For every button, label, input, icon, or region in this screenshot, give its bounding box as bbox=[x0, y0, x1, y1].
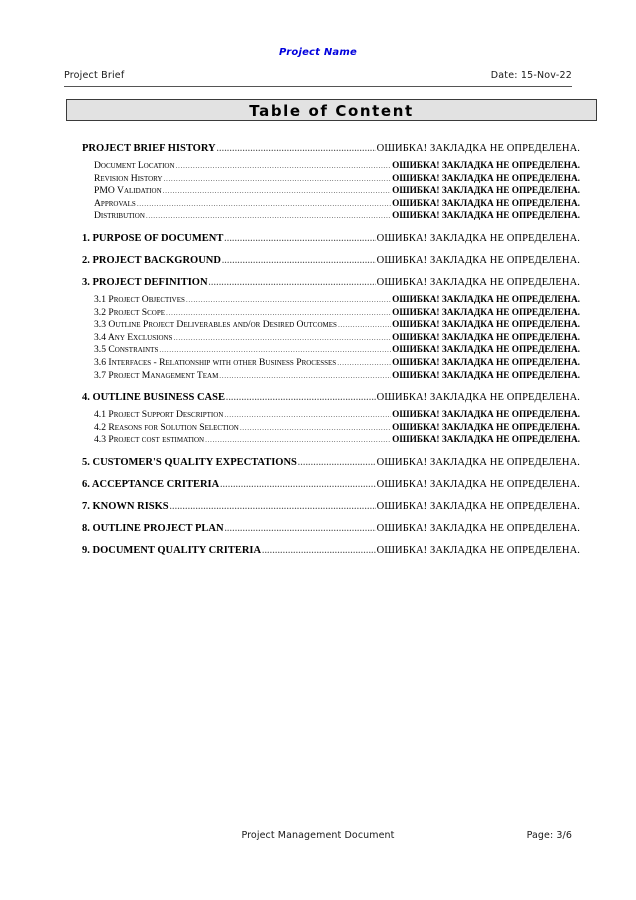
toc-entry-level1[interactable] bbox=[0, 478, 636, 491]
toc-entry-page-reference: ОШИБКА! ЗАКЛАДКА НЕ ОПРЕДЕЛЕНА. bbox=[376, 478, 580, 490]
toc-entry-level1[interactable] bbox=[0, 522, 636, 535]
toc-entry-page-reference: ОШИБКА! ЗАКЛАДКА НЕ ОПРЕДЕЛЕНА. bbox=[376, 392, 580, 404]
toc-entry-page-reference: ОШИБКА! ЗАКЛАДКА НЕ ОПРЕДЕЛЕНА. bbox=[392, 173, 580, 184]
toc-entry-page-reference: ОШИБКА! ЗАКЛАДКА НЕ ОПРЕДЕЛЕНА. bbox=[376, 544, 580, 556]
toc-entry-page-reference: ОШИБКА! ЗАКЛАДКА НЕ ОПРЕДЕЛЕНА. bbox=[392, 186, 580, 197]
toc-entry-label: 1. PURPOSE OF DOCUMENT bbox=[82, 232, 224, 244]
toc-dot-leader bbox=[166, 307, 391, 319]
toc-entry-level1[interactable] bbox=[0, 456, 636, 469]
toc-entry-level1[interactable] bbox=[0, 391, 636, 404]
toc-entry-page-reference: ОШИБКА! ЗАКЛАДКА НЕ ОПРЕДЕЛЕНА. bbox=[376, 522, 580, 534]
toc-entry-level2[interactable] bbox=[0, 434, 636, 447]
toc-dot-leader bbox=[338, 319, 391, 331]
toc-entry-page-reference: ОШИБКА! ЗАКЛАДКА НЕ ОПРЕДЕЛЕНА. bbox=[392, 332, 580, 343]
toc-entry-label: Document Location bbox=[94, 160, 175, 171]
toc-entry-page-reference: ОШИБКА! ЗАКЛАДКА НЕ ОПРЕДЕЛЕНА. bbox=[376, 276, 580, 288]
page-header-row bbox=[64, 70, 572, 87]
toc-entry-page-reference: ОШИБКА! ЗАКЛАДКА НЕ ОПРЕДЕЛЕНА. bbox=[392, 198, 580, 209]
toc-dot-leader bbox=[159, 344, 391, 356]
toc-dot-leader bbox=[137, 198, 391, 210]
toc-entry-page-reference: ОШИБКА! ЗАКЛАДКА НЕ ОПРЕДЕЛЕНА. bbox=[392, 435, 580, 446]
toc-entry-label: 3. PROJECT DEFINITION bbox=[82, 276, 208, 288]
toc-dot-leader bbox=[220, 478, 375, 491]
toc-dot-leader bbox=[226, 391, 376, 404]
toc-entry-label: 2. PROJECT BACKGROUND bbox=[82, 254, 221, 266]
toc-dot-leader bbox=[209, 276, 376, 289]
toc-dot-leader bbox=[163, 185, 391, 197]
toc-entry-label: 4.1 Project Support Description bbox=[94, 409, 224, 421]
toc-entry-label: 4. OUTLINE BUSINESS CASE bbox=[82, 392, 225, 404]
page-title: Table of Content bbox=[249, 102, 414, 120]
toc-entry-page-reference: ОШИБКА! ЗАКЛАДКА НЕ ОПРЕДЕЛЕНА. bbox=[376, 456, 580, 468]
toc-dot-leader bbox=[146, 210, 391, 222]
toc-entry-page-reference: ОШИБКА! ЗАКЛАДКА НЕ ОПРЕДЕЛЕНА. bbox=[392, 370, 580, 381]
toc-entry-level2[interactable] bbox=[0, 160, 636, 173]
toc-entry-label: Revision History bbox=[94, 172, 163, 184]
toc-dot-leader bbox=[186, 294, 391, 306]
toc-entry-page-reference: ОШИБКА! ЗАКЛАДКА НЕ ОПРЕДЕЛЕНА. bbox=[392, 294, 580, 305]
toc-entry-label: 8. OUTLINE PROJECT PLAN bbox=[82, 522, 224, 534]
toc-entry-level2[interactable] bbox=[0, 370, 636, 383]
page-header-project-name: Project Name bbox=[279, 47, 357, 58]
toc-entry-level2[interactable] bbox=[0, 185, 636, 198]
toc-dot-leader bbox=[240, 422, 391, 434]
toc-entry-level2[interactable] bbox=[0, 344, 636, 357]
toc-entry-label: Distribution bbox=[94, 210, 145, 222]
toc-entry-label: Approvals bbox=[94, 197, 136, 209]
footer-page-number: Page: 3/6 bbox=[526, 830, 572, 841]
toc-entry-page-reference: ОШИБКА! ЗАКЛАДКА НЕ ОПРЕДЕЛЕНА. bbox=[392, 307, 580, 318]
toc-entry-label: 3.2 Project Scope bbox=[94, 306, 166, 318]
toc-entry-label: 7. KNOWN RISKS bbox=[82, 500, 169, 512]
toc-dot-leader bbox=[262, 544, 376, 557]
toc-entry-page-reference: ОШИБКА! ЗАКЛАДКА НЕ ОПРЕДЕЛЕНА. bbox=[392, 320, 580, 331]
toc-dot-leader bbox=[173, 332, 391, 344]
footer-document-type: Project Management Document bbox=[241, 830, 395, 841]
toc-dot-leader bbox=[176, 160, 392, 172]
toc-entry-level1[interactable] bbox=[0, 544, 636, 557]
toc-entry-label: PROJECT BRIEF HISTORY bbox=[82, 143, 216, 154]
toc-entry-level2[interactable] bbox=[0, 307, 636, 320]
toc-entry-level2[interactable] bbox=[0, 173, 636, 186]
table-of-contents bbox=[0, 133, 636, 557]
toc-entry-label: PMO Validation bbox=[94, 185, 162, 197]
toc-entry-level2[interactable] bbox=[0, 357, 636, 370]
toc-entry-label: 5. CUSTOMER'S QUALITY EXPECTATIONS bbox=[82, 456, 297, 468]
toc-entry-level1[interactable] bbox=[0, 500, 636, 513]
toc-entry-label: 3.3 Outline Project Deliverables and/or Desired Outcomes bbox=[94, 319, 337, 331]
page-header-document-label: Project Brief bbox=[64, 70, 125, 81]
toc-entry-level2[interactable] bbox=[0, 319, 636, 332]
toc-dot-leader bbox=[205, 434, 391, 446]
toc-entry-page-reference: ОШИБКА! ЗАКЛАДКА НЕ ОПРЕДЕЛЕНА. bbox=[392, 345, 580, 356]
toc-entry-level1[interactable] bbox=[0, 142, 636, 155]
toc-entry-level1[interactable] bbox=[0, 232, 636, 245]
toc-entry-page-reference: ОШИБКА! ЗАКЛАДКА НЕ ОПРЕДЕЛЕНА. bbox=[392, 161, 580, 171]
toc-dot-leader bbox=[337, 357, 391, 369]
toc-dot-leader bbox=[170, 500, 376, 513]
toc-entry-label: 6. ACCEPTANCE CRITERIA bbox=[82, 478, 220, 490]
toc-entry-level2[interactable] bbox=[0, 409, 636, 422]
toc-dot-leader bbox=[224, 232, 375, 245]
toc-entry-level2[interactable] bbox=[0, 198, 636, 211]
toc-entry-label: 9. DOCUMENT QUALITY CRITERIA bbox=[82, 544, 262, 556]
toc-dot-leader bbox=[164, 173, 392, 185]
toc-entry-page-reference: ОШИБКА! ЗАКЛАДКА НЕ ОПРЕДЕЛЕНА. bbox=[392, 410, 580, 421]
toc-entry-label: 3.4 Any Exclusions bbox=[94, 331, 173, 343]
toc-dot-leader bbox=[222, 254, 376, 267]
toc-entry-level2[interactable] bbox=[0, 332, 636, 345]
toc-entry-level2[interactable] bbox=[0, 210, 636, 223]
toc-entry-level1[interactable] bbox=[0, 276, 636, 289]
toc-dot-leader bbox=[225, 522, 376, 535]
toc-entry-label: 4.2 Reasons for Solution Selection bbox=[94, 421, 239, 433]
toc-entry-label: 3.7 Project Management Team bbox=[94, 369, 219, 381]
toc-entry-page-reference: ОШИБКА! ЗАКЛАДКА НЕ ОПРЕДЕЛЕНА. bbox=[376, 500, 580, 512]
toc-dot-leader bbox=[298, 456, 376, 469]
toc-entry-page-reference: ОШИБКА! ЗАКЛАДКА НЕ ОПРЕДЕЛЕНА. bbox=[376, 232, 580, 244]
toc-entry-label: 4.3 Project cost estimation bbox=[94, 434, 205, 446]
toc-entry-label: 3.6 Interfaces - Relationship with other Business Processes bbox=[94, 356, 337, 368]
toc-dot-leader bbox=[219, 370, 391, 382]
toc-dot-leader bbox=[224, 409, 391, 421]
toc-entry-level2[interactable] bbox=[0, 422, 636, 435]
toc-dot-leader bbox=[217, 142, 376, 155]
toc-entry-level2[interactable] bbox=[0, 294, 636, 307]
toc-entry-page-reference: ОШИБКА! ЗАКЛАДКА НЕ ОПРЕДЕЛЕНА. bbox=[392, 422, 580, 433]
toc-entry-label: 3.1 Project Objectives bbox=[94, 293, 185, 305]
table-of-content-banner bbox=[66, 99, 597, 121]
toc-entry-page-reference: ОШИБКА! ЗАКЛАДКА НЕ ОПРЕДЕЛЕНА. bbox=[392, 211, 580, 222]
toc-entry-page-reference: ОШИБКА! ЗАКЛАДКА НЕ ОПРЕДЕЛЕНА. bbox=[392, 357, 580, 368]
toc-entry-page-reference: ОШИБКА! ЗАКЛАДКА НЕ ОПРЕДЕЛЕНА. bbox=[376, 143, 580, 154]
toc-entry-page-reference: ОШИБКА! ЗАКЛАДКА НЕ ОПРЕДЕЛЕНА. bbox=[376, 254, 580, 266]
toc-entry-label: 3.5 Constraints bbox=[94, 344, 159, 356]
toc-entry-level1[interactable] bbox=[0, 254, 636, 267]
page-header-date: Date: 15-Nov-22 bbox=[490, 70, 572, 81]
